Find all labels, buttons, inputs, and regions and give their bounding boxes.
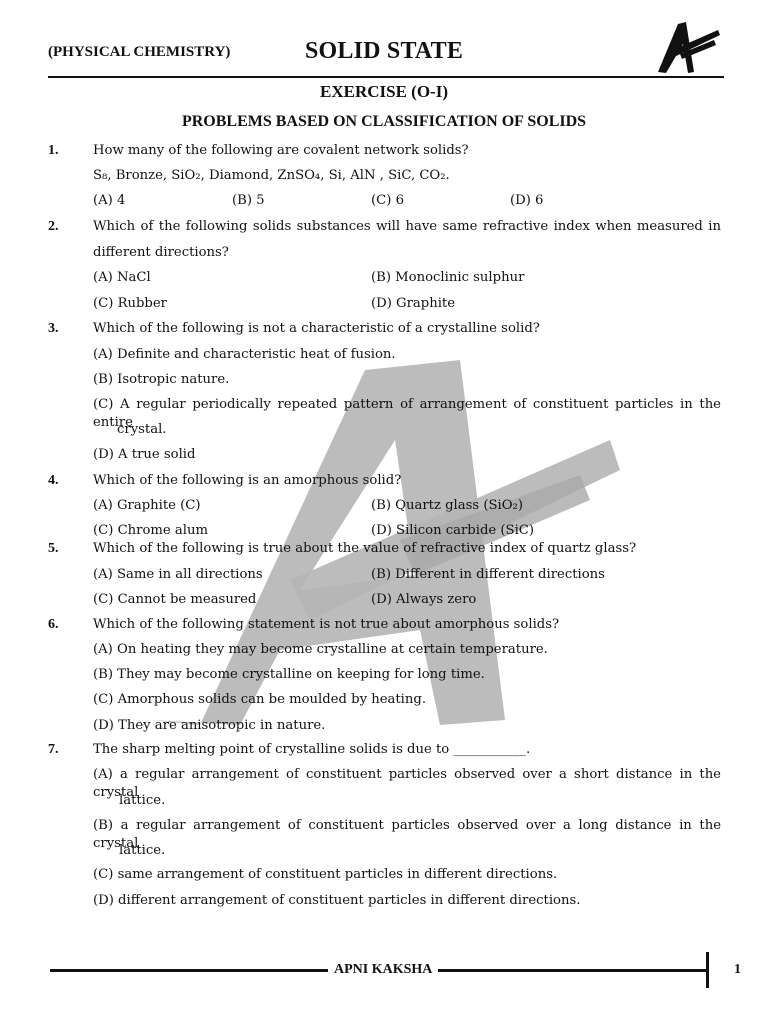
option-c: (C) A regular periodically repeated pattern of arrangement of constituent particles in the entire bbox=[93, 397, 721, 430]
footer-rule-left bbox=[50, 969, 328, 972]
option-c: (C) same arrangement of constituent particles in different directions. bbox=[93, 867, 558, 882]
option-d: (D) Silicon carbide (SiC) bbox=[371, 523, 535, 538]
question-number: 2. bbox=[48, 219, 59, 234]
question-number: 3. bbox=[48, 321, 59, 336]
option-c: (C) 6 bbox=[371, 193, 404, 208]
option-c-continued: crystal. bbox=[117, 422, 167, 437]
option-c: (C) Cannot be measured bbox=[93, 592, 257, 607]
footer-brand: APNI KAKSHA bbox=[334, 962, 433, 977]
page-number: 1 bbox=[734, 962, 741, 977]
question-number: 1. bbox=[48, 143, 59, 158]
question-text: Which of the following is true about the value of refractive index of quartz glass? bbox=[93, 541, 637, 556]
option-b: (B) Different in different directions bbox=[371, 567, 605, 582]
option-a: (A) On heating they may become crystalline at certain temperature. bbox=[93, 642, 548, 657]
option-d: (D) 6 bbox=[510, 193, 544, 208]
option-c: (C) Rubber bbox=[93, 296, 167, 311]
option-a: (A) 4 bbox=[93, 193, 126, 208]
apni-kaksha-logo-icon bbox=[650, 18, 722, 76]
option-b: (B) Quartz glass (SiO₂) bbox=[371, 498, 523, 513]
header-rule bbox=[48, 76, 724, 78]
option-d: (D) Graphite bbox=[371, 296, 456, 311]
question-text: Which of the following is an amorphous solid? bbox=[93, 473, 402, 488]
option-d: (D) Always zero bbox=[371, 592, 477, 607]
option-b: (B) They may become crystalline on keeping for long time. bbox=[93, 667, 485, 682]
option-d: (D) They are anisotropic in nature. bbox=[93, 718, 326, 733]
footer-rule-right bbox=[438, 969, 708, 972]
option-c: (C) Chrome alum bbox=[93, 523, 208, 538]
option-b-continued: lattice. bbox=[119, 843, 166, 858]
option-a: (A) NaCl bbox=[93, 270, 151, 285]
option-b: (B) Isotropic nature. bbox=[93, 372, 230, 387]
question-number: 5. bbox=[48, 541, 59, 556]
question-text: The sharp melting point of crystalline solids is due to ___________. bbox=[93, 742, 531, 757]
question-number: 6. bbox=[48, 617, 59, 632]
option-c: (C) Amorphous solids can be moulded by heating. bbox=[93, 692, 427, 707]
option-b: (B) 5 bbox=[232, 193, 265, 208]
question-text: Which of the following is not a characteristic of a crystalline solid? bbox=[93, 321, 540, 336]
option-d: (D) A true solid bbox=[93, 447, 196, 462]
question-text-continued: different directions? bbox=[93, 245, 229, 260]
option-b: (B) a regular arrangement of constituent particles observed over a long distance in the crystal bbox=[93, 818, 721, 851]
option-a: (A) Same in all directions bbox=[93, 567, 263, 582]
option-a: (A) Graphite (C) bbox=[93, 498, 201, 513]
question-text: Which of the following statement is not true about amorphous solids? bbox=[93, 617, 560, 632]
exercise-title: EXERCISE (O-I) bbox=[320, 82, 448, 101]
question-text: How many of the following are covalent network solids? bbox=[93, 143, 469, 158]
option-a-continued: lattice. bbox=[119, 793, 166, 808]
option-a: (A) Definite and characteristic heat of fusion. bbox=[93, 347, 396, 362]
question-number: 7. bbox=[48, 742, 59, 757]
option-a: (A) a regular arrangement of constituent particles observed over a short distance in the crystal bbox=[93, 767, 721, 800]
question-text: Which of the following solids substances will have same refractive index when measured in bbox=[93, 219, 721, 234]
section-title: PROBLEMS BASED ON CLASSIFICATION OF SOLIDS bbox=[181, 113, 587, 130]
footer-divider bbox=[706, 952, 709, 988]
subject-label: (PHYSICAL CHEMISTRY) bbox=[48, 44, 231, 60]
page-title: SOLID STATE bbox=[305, 38, 464, 64]
option-b: (B) Monoclinic sulphur bbox=[371, 270, 525, 285]
question-formula-list: S₈, Bronze, SiO₂, Diamond, ZnSO₄, Si, AlN , SiC, CO₂. bbox=[93, 168, 450, 183]
question-number: 4. bbox=[48, 473, 59, 488]
option-d: (D) different arrangement of constituent particles in different directions. bbox=[93, 893, 581, 908]
